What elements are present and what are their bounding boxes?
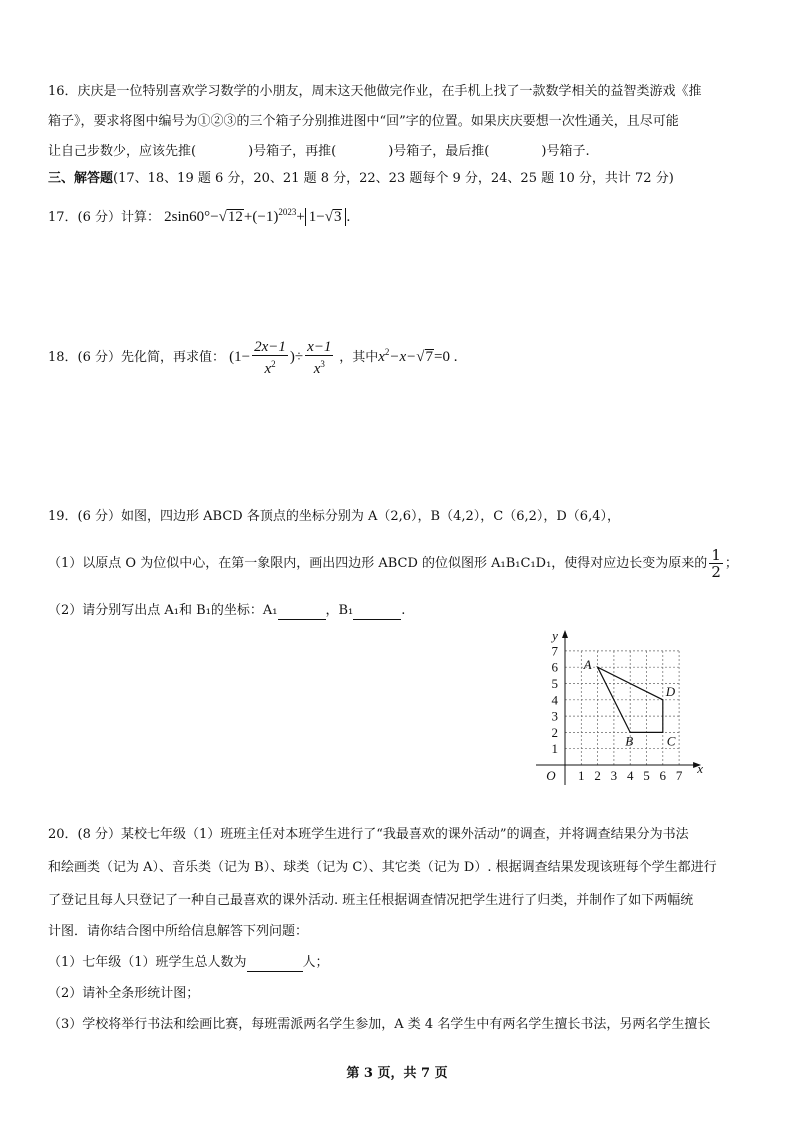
q17 [48,200,350,230]
q19-line3-a: （2）请分别写出点 A₁和 B₁的坐标：A₁ [48,603,278,618]
section3-header [48,170,674,188]
x-tick-label: 4 [626,768,634,783]
q20-line2: 和绘画类（记为 A）、音乐类（记为 B）、球类（记为 C）、其它类（记为 D）. 根据调查结果发现该班每个学生都进行 [48,860,717,875]
coordinate-graph [532,628,708,790]
q17-end: . [346,209,351,225]
origin-label: O [546,768,556,783]
x-tick-label: 3 [610,768,618,783]
q20-line3: 了登记且每人只登记了一种自己最喜欢的课外活动. 班主任根据调查情况把学生进行了归类，并制作了如下两幅统 [48,893,694,908]
x-tick-label: 7 [675,768,683,783]
q17-sqrt12: 12 [227,209,243,225]
point-labels [583,657,676,748]
q20-line1: 20．(8 分）某校七年级（1）班班主任对本班学生进行了“我最喜欢的课外活动”的调查，并将调查结果分为书法 [48,827,689,842]
q19-line2-text: （1）以原点 O 为位似中心，在第一象限内，画出四边形 ABCD 的位似图形 A₁B₁C₁D₁，使得对应边长变为原来的 [48,556,708,571]
point-label-a: A [583,657,592,673]
q20-sub1-b: 人； [302,955,329,970]
q18-eq-mid: −x− [389,349,417,365]
q16-line3-c: )号箱子，最后推( [388,144,490,159]
q17-minus: − [210,209,219,225]
point-label-b: B [625,733,634,749]
q18-f1-den: x [264,360,272,377]
q19-fraction-half [709,547,723,580]
page-footer: 第 3 页，共 7 页 [346,1066,448,1081]
q18-equation [378,349,457,365]
y-tick-label: 3 [551,708,558,724]
x-tick-label: 6 [659,768,667,783]
q19-line2 [48,546,738,582]
section3-title: 三、解答题 [48,171,114,186]
q17-abs [305,208,347,226]
q18-mid: ，其中 [339,350,379,365]
q17-abs-a: 1− [308,209,325,225]
q19-line1: 19．(6 分）如图，四边形 ABCD 各顶点的坐标分别为 A（2,6），B（4,2），C（6,2），D（6,4）， [48,509,620,524]
q18-f2-num: x−1 [307,338,332,355]
q17-expression [164,209,350,225]
q18-fraction-2 [305,339,333,377]
q19-line3 [48,602,405,620]
q16-line3-a: 让自己步数少，应该先推( [48,144,197,159]
q18-fraction-1 [252,339,288,377]
q17-plus2: + [296,209,305,225]
y-tick-label: 1 [551,741,558,757]
q18-f1-den-exp: 2 [271,358,276,369]
q18-expression [229,338,339,377]
q16-line3-b: )号箱子，再推( [248,144,337,159]
q20-sub3: （3）学校将举行书法和绘画比赛，每班需派两名学生参加，A 类 4 名学生中有两名学生擅长书法，另两名学生擅长 [48,1017,711,1032]
q18-eq-exp: 2 [384,347,390,357]
q18-f2-den: x [313,360,321,377]
x-tick-label: 5 [643,768,650,783]
y-tick-label: 5 [551,676,558,691]
point-label-c: C [666,733,676,749]
q16-line1: 16．庆庆是一位特别喜欢学习数学的小朋友，周末这天他做完作业，在手机上找了一款数学相关的益智类游戏《推 [48,84,702,99]
x-tick-label: 1 [578,768,585,783]
q18-sqrt7: 7 [425,349,434,365]
q19-line3-c: . [401,603,406,618]
q17-exponent: 2023 [278,207,297,217]
grid [565,651,679,765]
y-tick-label: 4 [551,692,558,708]
q20-sub1 [48,954,329,972]
axes [536,630,701,785]
x-axis-label: x [697,761,703,776]
q17-sqrt3: 3 [333,209,342,225]
y-tick-label: 2 [551,724,558,740]
y-axis-label: y [552,628,558,643]
q17-prefix: 17．(6 分）计算： [48,210,161,225]
point-label-d: D [665,683,676,699]
section3-detail: (17、18、19 题 6 分，20、21 题 8 分，22、23 题每个 9 分，24、25 题 10 分，共计 72 分) [113,171,674,186]
q17-neg1: (−1) [252,209,279,225]
x-tick-label: 2 [594,768,601,783]
answer-blank-b1[interactable] [353,605,401,620]
q18-f1-num: 2x−1 [254,338,286,355]
y-axis-arrow [562,630,568,638]
q18-f2-den-exp: 3 [320,358,325,369]
q19-line3-b: ，B₁ [325,603,354,618]
q19-line2-end: ； [724,556,738,571]
y-tick-label: 6 [551,659,558,675]
q20-sub1-a: （1）七年级（1）班学生总人数为 [48,955,247,970]
q18-prefix: 18．(6 分）先化简，再求值： [48,350,226,365]
sqrt-symbol: √ [324,209,333,225]
q17-term-sin: 2sin60° [164,209,211,225]
q18 [48,334,457,377]
q19-frac-num: 1 [711,546,721,564]
q16-line3 [48,143,590,161]
q18-close-div: )÷ [289,349,304,365]
q20-sub2: （2）请补全条形统计图； [48,986,200,1001]
q16-line2: 箱子》，要求将图中编号为①②③的三个箱子分别推进图中“回”字的位置。如果庆庆要想一次性通关，且尽可能 [48,114,679,129]
q16-line3-d: )号箱子. [541,144,590,159]
q19-frac-den: 2 [711,563,721,581]
sqrt-symbol: √ [416,349,425,365]
q17-plus1: + [243,209,253,225]
q18-eq-end: =0 . [434,349,458,365]
answer-blank-total[interactable] [247,957,303,972]
q18-eq-x: x [378,349,385,365]
y-tick-label: 7 [551,643,558,659]
q18-open: (1− [229,349,251,365]
answer-blank-a1[interactable] [278,605,326,620]
q20-line4: 计图．请你结合图中所给信息解答下列问题： [48,924,309,939]
sqrt-symbol: √ [218,209,227,225]
